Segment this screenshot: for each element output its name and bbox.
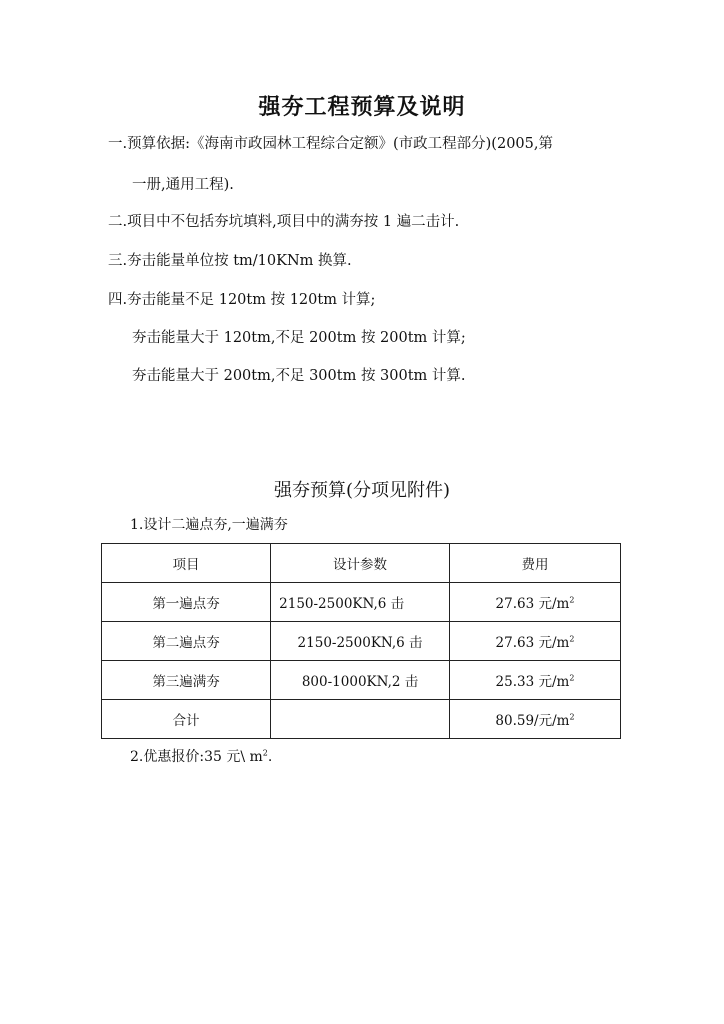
unit-exponent: 2	[569, 712, 575, 722]
unit-exponent: 2	[569, 673, 575, 683]
table-row	[102, 583, 621, 622]
paragraph-4-line-2: 夯击能量大于 120tm,不足 200tm 按 200tm 计算;	[132, 330, 466, 346]
cost-value: 25.33 元/m	[495, 674, 570, 690]
budget-title: 强夯预算(分项见附件)	[273, 480, 451, 501]
cell-item: 合计	[102, 700, 271, 739]
paragraph-1-cont: 一册,通用工程).	[132, 177, 234, 193]
header-item: 项目	[102, 544, 271, 583]
cell-cost	[449, 700, 620, 739]
paragraph-3: 三.夯击能量单位按 tm/10KNm 换算.	[108, 253, 352, 269]
table-header-row	[102, 544, 621, 583]
discount-note	[130, 746, 272, 766]
paragraph-4-line-3: 夯击能量大于 200tm,不足 300tm 按 300tm 计算.	[132, 368, 466, 384]
note-end: .	[267, 749, 273, 765]
cost-value: 80.59/元/m	[495, 713, 570, 729]
cell-item: 第一遍点夯	[102, 583, 271, 622]
table-row-total	[102, 700, 621, 739]
table-row	[102, 661, 621, 700]
unit-exponent: 2	[569, 634, 575, 644]
paragraph-2: 二.项目中不包括夯坑填料,项目中的满夯按 1 遍二击计.	[108, 214, 460, 230]
paragraph-1: 一.预算依据:《海南市政园林工程综合定额》(市政工程部分)(2005,第	[108, 136, 553, 152]
table-row	[102, 622, 621, 661]
document-title: 强夯工程预算及说明	[258, 94, 466, 120]
cell-param: 2150-2500KN,6 击	[271, 622, 450, 661]
cell-cost	[449, 583, 620, 622]
cell-param: 800-1000KN,2 击	[271, 661, 450, 700]
note-text: 2.优惠报价:35 元\ m	[130, 749, 263, 765]
header-cost: 费用	[449, 544, 620, 583]
cell-cost	[449, 622, 620, 661]
cell-param: 2150-2500KN,6 击	[271, 583, 450, 622]
cell-item: 第三遍满夯	[102, 661, 271, 700]
cost-value: 27.63 元/m	[495, 596, 570, 612]
header-param: 设计参数	[271, 544, 450, 583]
paragraph-4: 四.夯击能量不足 120tm 按 120tm 计算;	[108, 292, 376, 308]
budget-table	[101, 543, 621, 739]
cost-value: 27.63 元/m	[495, 635, 570, 651]
note-exponent: 2	[262, 748, 268, 758]
cell-item: 第二遍点夯	[102, 622, 271, 661]
unit-exponent: 2	[569, 595, 575, 605]
budget-caption: 1.设计二遍点夯,一遍满夯	[130, 517, 288, 533]
cell-param	[271, 700, 450, 739]
cell-cost	[449, 661, 620, 700]
